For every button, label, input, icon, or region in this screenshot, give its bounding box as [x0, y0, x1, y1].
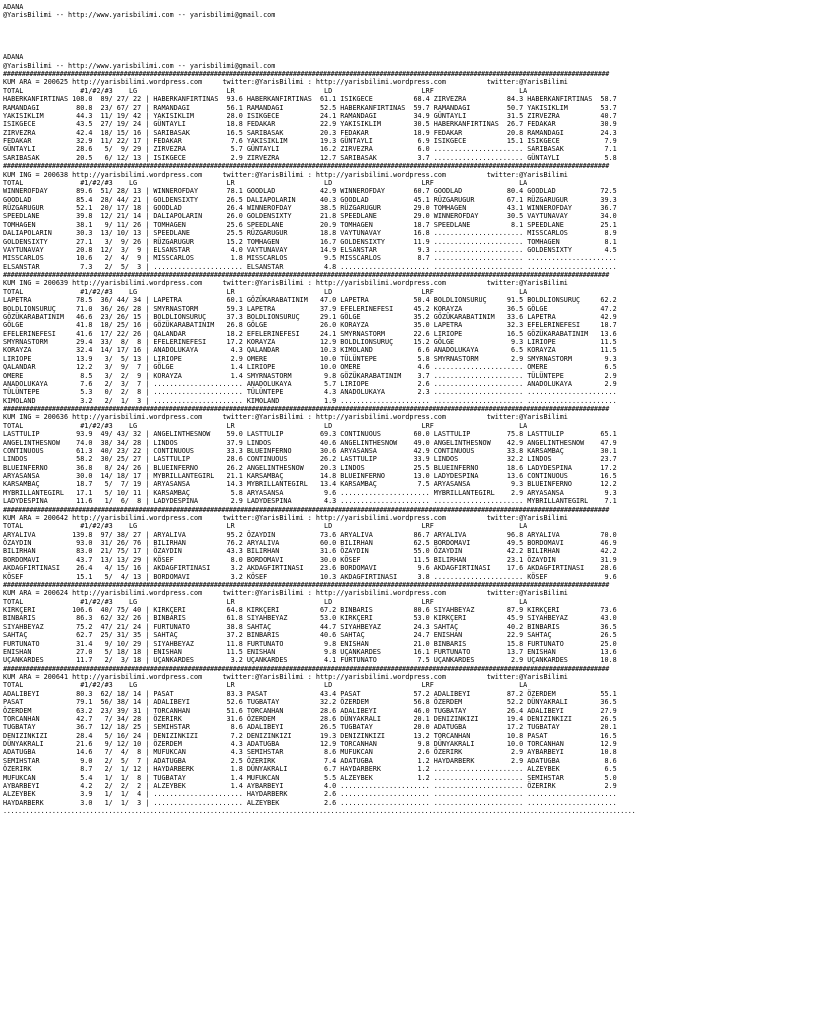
table-row: SEMIHSTAR 9.0 2/ 5/ 7 | ADATUGBA 2.5 ÖZERIRK 7.4 ADATUGBA 1.2 HAYDARBERK 2.9 ADATUGBA 8.6: [3, 756, 617, 765]
separator-line: #################################################################################################################################################################: [3, 405, 609, 413]
table-row: TÜLÜNTEPE 5.3 0/ 2/ 8 | ...................... TÜLÜNTEPE 4.3 ANADOLUKAYA 2.3 ...................... ......................: [3, 388, 617, 397]
table-row: HAYDARBERK 3.0 1/ 1/ 3 | ...................... ALZEYBEK 2.6 ...................... ...................... ......................: [3, 798, 617, 807]
table-row: HABERKANFIRTINAS 108.0 89/ 27/ 22 | HABERKANFIRTINAS 93.6 HABERKANFIRTINAS 61.1 ISIKGECE 68.4 ZIRVEZRA 84.3 HABERKANFIRTINAS 58.7: [3, 95, 617, 104]
separator-line: #################################################################################################################################################################: [3, 664, 609, 673]
table-row: ADATUGBA 14.6 7/ 4/ 8 | MUFUKCAN 4.3 SEMIHSTAR 8.6 MUFUKCAN 2.6 ÖZERIRK 2.9 AYBARBEYI 10.8: [3, 748, 617, 757]
section-title: KUM ARA = 200625 http://yarisbilimi.wordpress.com twitter:@YarisBilimi : http://yarisbilimi.wordpress.com twitter:@YarisBilimi: [3, 78, 568, 87]
table-row: DALIAPOLARIN 30.3 13/ 10/ 13 | SPEEDLANE 25.5 RÜZGARUGUR 18.8 VAYTUNAVAY 16.8 ...................... MISSCARLOS 8.9: [3, 229, 617, 238]
table-row: KIMOLAND 3.2 2/ 1/ 3 | ...................... KIMOLAND 1.9 ...................... ...................... ......................: [3, 396, 617, 405]
header-line: ADANA: [3, 3, 24, 11]
table-row: ALZEYBEK 3.9 1/ 1/ 4 | ...................... HAYDARBERK 2.6 ...................... ...................... ......................: [3, 790, 617, 799]
separator-line: #################################################################################################################################################################: [3, 271, 609, 279]
table-row: LADYDESPINA 11.6 1/ 6/ 8 | LADYDESPINA 2.9 LADYDESPINA 4.3 ...................... ...................... MYBRILLANTEGIRL 7.1: [3, 497, 617, 506]
header-line: ADANA: [3, 53, 24, 62]
table-row: MYBRILLANTEGIRL 17.1 5/ 10/ 11 | KARSAMBAÇ 5.8 ARYASANSA 9.6 ...................... MYBRILLANTEGIRL 2.9 ARYASANSA 9.3: [3, 488, 617, 497]
table-row: VAYTUNAVAY 20.8 12/ 3/ 9 | ELSANSTAR 4.0 VAYTUNAVAY 14.9 ELSANSTAR 9.3 ...................... GOLDENSIXTY 4.5: [3, 245, 617, 254]
table-row: LASTTULIP 93.9 49/ 43/ 32 | ANGELINTHESNOW 59.0 LASTTULIP 69.3 CONTINUOUS 60.0 LASTTULIP 75.8 LASTTULIP 65.1: [3, 430, 617, 439]
table-row: MUFUKCAN 5.4 1/ 1/ 8 | TUGBATAY 1.4 MUFUKCAN 5.5 ALZEYBEK 1.2 ...................... SEMIHSTAR 5.0: [3, 773, 617, 782]
table-row: GOLDENSIXTY 27.1 3/ 9/ 26 | RÜZGARUGUR 15.2 TOMHAGEN 16.7 GOLDENSIXTY 11.9 ...................... TOMHAGEN 8.1: [3, 237, 617, 246]
table-row: TORCANHAN 42.7 7/ 34/ 28 | ÖZERIRK 31.6 ÖZERDEM 28.6 DÜNYAKRALI 20.1 DENIZINKIZI 19.4 DENIZINKIZI 26.5: [3, 714, 617, 723]
section-title: KUM ARA = 200641 http://yarisbilimi.wordpress.com twitter:@YarisBilimi : http://yarisbilimi.wordpress.com twitter:@YarisBilimi: [3, 673, 568, 681]
table-row: TUGBATAY 36.7 12/ 18/ 25 | SEMIHSTAR 8.6 ADALIBEYI 26.5 TUGBATAY 20.0 ADATUGBA 17.2 TUGBATAY 20.1: [3, 723, 617, 732]
blank-line: [3, 28, 816, 36]
table-row: ARYASANSA 30.0 14/ 18/ 17 | MYBRILLANTEGIRL 21.1 KARSAMBAÇ 14.8 BLUEINFERNO 13.0 LADYDESPINA 13.6 CONTINUOUS 16.5: [3, 472, 617, 480]
table-row: GOODLAD 85.4 28/ 44/ 21 | GOLDENSIXTY 26.5 DALIAPOLARIN 40.3 GOODLAD 45.1 RÜZGARUGUR 67.1 RÜZGARUGUR 39.3: [3, 195, 617, 204]
table-row: ELSANSTAR 7.3 2/ 5/ 3 | ...................... ELSANSTAR 4.8 ...................... ...................... ......................: [3, 262, 617, 271]
table-row: SARIBASAK 20.5 6/ 12/ 13 | ISIKGECE 2.9 ZIRVEZRA 12.7 SARIBASAK 3.7 ...................... GÜNTAYLI 5.8: [3, 153, 617, 162]
table-row: BLUEINFERNO 36.8 8/ 24/ 26 | BLUEINFERNO 26.2 ANGELINTHESNOW 20.3 LINDOS 25.5 BLUEINFERNO 18.6 LADYDESPINA 17.2: [3, 463, 617, 472]
section-title: KUM ARA = 200624 http://yarisbilimi.wordpress.com twitter:@YarisBilimi : http://yarisbilimi.wordpress.com twitter:@YarisBilimi: [3, 589, 568, 598]
table-row: SPEEDLANE 39.8 12/ 21/ 14 | DALIAPOLARIN 26.0 GOLDENSIXTY 21.8 SPEEDLANE 29.0 WINNEROFDAY 30.5 VAYTUNAVAY 34.0: [3, 212, 617, 221]
table-row: FEDAKAR 32.9 11/ 22/ 17 | FEDAKAR 7.6 YAKISIKLIM 19.3 GÜNTAYLI 6.9 ISIKGECE 15.1 ISIKGECE 7.9: [3, 137, 617, 145]
table-row: ÖZERIRK 8.7 2/ 1/ 12 | HAYDARBERK 1.8 DÜNYAKRALI 6.7 HAYDARBERK 1.2 ...................... ALZEYBEK 6.5: [3, 765, 617, 774]
separator-line: #################################################################################################################################################################: [3, 70, 609, 78]
table-row: QALANDAR 12.2 3/ 9/ 7 | GÖLGE 1.4 LIRIOPE 10.0 OMERE 4.6 ...................... OMERE 6.5: [3, 363, 617, 372]
table-row: BILIRHAN 83.0 21/ 75/ 17 | ÖZAYDIN 43.3 BILIRHAN 31.6 ÖZAYDIN 55.0 ÖZAYDIN 42.2 BILIRHAN 42.2: [3, 547, 617, 556]
table-row: PASAT 79.1 56/ 38/ 14 | ADALIBEYI 52.6 TUGBATAY 32.2 ÖZERDEM 56.8 ÖZERDEM 52.2 DÜNYAKRALI 36.5: [3, 698, 617, 707]
separator-line: #################################################################################################################################################################: [3, 162, 609, 171]
separator-line: #################################################################################################################################################################: [3, 580, 609, 589]
table-row: ÖZERDEM 63.2 23/ 39/ 31 | TORCANHAN 51.6 TORCANHAN 28.6 ADALIBEYI 46.0 TUGBATAY 26.4 ADALIBEYI 27.9: [3, 706, 617, 715]
column-header-row: TOTAL #1/#2/#3 LG LR LD LRF LA: [3, 522, 528, 531]
table-row: ADALIBEYI 80.3 62/ 18/ 14 | PASAT 83.3 PASAT 43.4 PASAT 57.2 ADALIBEYI 87.2 ÖZERDEM 55.1: [3, 689, 617, 698]
table-row: SMYRNASTORM 29.4 33/ 8/ 8 | EFELERINEFESI 17.2 KORAYZA 12.9 BOLDLIONSURUÇ 15.2 GÖLGE 9.3 LIRIOPE 11.5: [3, 338, 617, 346]
table-row: GÖZÜKARABATINIM 46.6 23/ 26/ 15 | BOLDLIONSURUÇ 37.3 BOLDLIONSURUÇ 29.1 GÖLGE 35.2 GÖZÜKARABATINIM 33.6 LAPETRA 42.9: [3, 312, 617, 321]
table-row: WINNEROFDAY 89.6 51/ 28/ 13 | WINNEROFDAY 78.1 GOODLAD 42.9 WINNEROFDAY 60.7 GOODLAD 80.4 GOODLAD 72.5: [3, 187, 617, 196]
table-row: OMERE 8.5 3/ 2/ 9 | KORAYZA 1.4 SMYRNASTORM 9.8 GÖZÜKARABATINIM 3.7 ...................... TÜLÜNTEPE 2.9: [3, 371, 617, 380]
column-header-row: TOTAL #1/#2/#3 LG LR LD LRF LA: [3, 178, 528, 187]
column-header-row: TOTAL #1/#2/#3 LG LR LD LRF LA: [3, 287, 528, 296]
table-row: YAKISIKLIM 44.3 11/ 19/ 42 | YAKISIKLIM 28.0 ISIKGECE 24.1 RAMANDAGI 34.9 GÜNTAYLI 31.5 ZIRVEZRA 40.7: [3, 111, 617, 120]
table-row: SAHTAÇ 62.7 25/ 31/ 35 | SAHTAÇ 37.2 BINBARIS 40.6 SAHTAÇ 24.7 ENISHAN 22.9 SAHTAÇ 26.5: [3, 631, 617, 640]
table-row: BORDOMAVI 43.7 13/ 13/ 29 | KÖSEF 8.0 BORDOMAVI 30.0 KÖSEF 11.5 BILIRHAN 23.1 ÖZAYDIN 31.9: [3, 555, 617, 564]
table-row: TOMHAGEN 38.1 9/ 11/ 26 | TOMHAGEN 25.6 SPEEDLANE 20.9 TOMHAGEN 18.7 SPEEDLANE 8.1 SPEEDLANE 25.1: [3, 220, 617, 229]
table-row: DÜNYAKRALI 21.6 9/ 12/ 10 | ÖZERDEM 4.3 ADATUGBA 12.9 TORCANHAN 9.8 DÜNYAKRALI 10.0 TORCANHAN 12.9: [3, 740, 617, 748]
table-row: KIRKÇERI 106.6 40/ 75/ 40 | KIRKÇERI 64.8 KIRKÇERI 67.2 BINBARIS 80.6 SIYAHBEYAZ 87.9 KIRKÇERI 73.6: [3, 606, 617, 614]
table-row: GÖLGE 41.8 18/ 25/ 16 | GÖZÜKARABATINIM 26.8 GÖLGE 26.0 KORAYZA 35.0 LAPETRA 32.3 EFELERINEFESI 18.7: [3, 321, 617, 330]
section-title: KUM ARA = 200642 http://yarisbilimi.wordpress.com twitter:@YarisBilimi : http://yarisbilimi.wordpress.com twitter:@YarisBilimi: [3, 513, 568, 522]
table-row: SIYAHBEYAZ 75.2 47/ 21/ 24 | FURTUNATO 38.8 SAHTAÇ 44.7 SIYAHBEYAZ 24.3 SAHTAÇ 40.2 BINBARIS 36.5: [3, 622, 617, 631]
blank-line: [3, 20, 816, 28]
table-row: ZIRVEZRA 42.4 18/ 15/ 16 | SARIBASAK 16.5 SARIBASAK 20.3 FEDAKAR 18.9 FEDAKAR 20.8 RAMANDAGI 24.3: [3, 128, 617, 137]
table-row: ANADOLUKAYA 7.6 2/ 3/ 7 | ...................... ANADOLUKAYA 5.7 LIRIOPE 2.6 ...................... ANADOLUKAYA 2.9: [3, 379, 617, 388]
table-row: BOLDLIONSURUÇ 71.0 36/ 26/ 28 | SMYRNASTORM 59.3 LAPETRA 37.9 EFELERINEFESI 45.2 KORAYZA 36.5 GÖLGE 47.2: [3, 304, 617, 313]
table-row: LINDOS 58.2 30/ 25/ 27 | LASTTULIP 28.6 CONTINUOUS 26.2 LASTTULIP 33.9 LINDOS 32.2 LINDOS 23.7: [3, 455, 617, 464]
table-row: CONTINUOUS 61.3 40/ 23/ 22 | CONTINUOUS 33.3 BLUEINFERNO 30.6 ARYASANSA 42.9 CONTINUOUS 33.8 KARSAMBAÇ 30.1: [3, 446, 617, 455]
blank-line: [3, 37, 816, 45]
blank-line: [3, 45, 816, 53]
table-row: ANGELINTHESNOW 74.0 38/ 34/ 28 | LINDOS 37.9 LINDOS 40.6 ANGELINTHESNOW 49.0 ANGELINTHESNOW 42.9 ANGELINTHESNOW 47.9: [3, 438, 617, 447]
separator-line: #################################################################################################################################################################: [3, 505, 609, 514]
column-header-row: TOTAL #1/#2/#3 LG LR LD LRF LA: [3, 86, 528, 95]
table-row: ISIKGECE 43.5 27/ 19/ 24 | GÜNTAYLI 18.8 FEDAKAR 22.9 YAKISIKLIM 30.5 HABERKANFIRTINAS 26.7 FEDAKAR 30.9: [3, 120, 617, 129]
table-row: GÜNTAYLI 28.6 5/ 9/ 29 | ZIRVEZRA 5.7 GÜNTAYLI 16.2 ZIRVEZRA 6.0 ...................... SARIBASAK 7.1: [3, 145, 617, 154]
column-header-row: TOTAL #1/#2/#3 LG LR LD LRF LA: [3, 421, 528, 430]
table-row: ÖZAYDIN 93.0 31/ 26/ 76 | BILIRHAN 76.2 ARYALIVA 60.0 BILIRHAN 62.5 BORDOMAVI 49.5 BORDOMAVI 46.9: [3, 539, 617, 547]
section-title: KUM ING = 200638 http://yarisbilimi.wordpress.com twitter:@YarisBilimi : http://yarisbilimi.wordpress.com twitter:@YarisBilimi: [3, 170, 568, 179]
table-row: KORAYZA 32.4 14/ 17/ 16 | ANADOLUKAYA 4.3 QALANDAR 10.3 KIMOLAND 6.6 ANADOLUKAYA 6.5 KORAYZA 11.5: [3, 346, 617, 355]
section-title: KUM ING = 200639 http://yarisbilimi.wordpress.com twitter:@YarisBilimi : http://yarisbilimi.wordpress.com twitter:@YarisBilimi: [3, 279, 568, 288]
table-row: ARYALIVA 139.8 97/ 38/ 27 | ARYALIVA 95.2 ÖZAYDIN 73.6 ARYALIVA 86.7 ARYALIVA 96.8 ARYALIVA 70.0: [3, 530, 617, 539]
header-line: @YarisBilimi -- http://www.yarisbilimi.com -- yarisbilimi@gmail.com: [3, 61, 276, 70]
table-row: ENISHAN 27.0 5/ 18/ 18 | ENISHAN 11.5 ENISHAN 9.8 UÇANKARDES 16.1 FURTUNATO 13.7 ENISHAN 13.6: [3, 647, 617, 656]
table-row: KARSAMBAÇ 18.7 5/ 7/ 19 | ARYASANSA 14.3 MYBRILLANTEGIRL 13.4 KARSAMBAÇ 7.5 ARYASANSA 9.3 BLUEINFERNO 12.2: [3, 480, 617, 489]
table-row: BINBARIS 86.3 62/ 32/ 26 | BINBARIS 61.8 SIYAHBEYAZ 53.0 KIRKÇERI 53.0 KIRKÇERI 45.9 SIYAHBEYAZ 43.0: [3, 614, 617, 623]
section-title: KUM ING = 200636 http://yarisbilimi.wordpress.com twitter:@YarisBilimi : http://yarisbilimi.wordpress.com twitter:@YarisBilimi: [3, 413, 568, 422]
table-row: AYBARBEYI 4.2 2/ 2/ 2 | ALZEYBEK 1.4 AYBARBEYI 4.0 ...................... ...................... ÖZERIRK 2.9: [3, 781, 617, 790]
column-header-row: TOTAL #1/#2/#3 LG LR LD LRF LA: [3, 681, 528, 690]
column-header-row: TOTAL #1/#2/#3 LG LR LD LRF LA: [3, 597, 528, 606]
table-row: LAPETRA 78.5 36/ 44/ 34 | LAPETRA 60.1 GÖZÜKARABATINIM 47.0 LAPETRA 50.4 BOLDLIONSURUÇ 91.5 BOLDLIONSURUÇ 62.2: [3, 296, 617, 305]
dots-line: ........................................................................................................................................................................: [3, 807, 636, 815]
table-row: MISSCARLOS 10.6 2/ 4/ 9 | MISSCARLOS 1.8 MISSCARLOS 9.5 MISSCARLOS 8.7 ...................... ......................: [3, 254, 617, 263]
table-row: AKDAGFIRTINASI 26.4 4/ 15/ 16 | AKDAGFIRTINASI 3.2 AKDAGFIRTINASI 23.6 BORDOMAVI 9.6 AKDAGFIRTINASI 17.6 AKDAGFIRTINASI 28.6: [3, 564, 617, 573]
table-row: DENIZINKIZI 28.4 5/ 16/ 24 | DENIZINKIZI 7.2 DENIZINKIZI 19.3 DENIZINKIZI 13.2 TORCANHAN 10.8 PASAT 16.5: [3, 731, 617, 740]
table-row: UÇANKARDES 11.7 2/ 3/ 18 | UÇANKARDES 3.2 UÇANKARDES 4.1 FURTUNATO 7.5 UÇANKARDES 2.9 UÇANKARDES 10.8: [3, 656, 617, 665]
table-row: KÖSEF 15.1 5/ 4/ 13 | BORDOMAVI 3.2 KÖSEF 10.3 AKDAGFIRTINASI 3.8 ...................... KÖSEF 9.6: [3, 572, 617, 581]
header-line: @YarisBilimi -- http://www.yarisbilimi.com -- yarisbilimi@gmail.com: [3, 11, 276, 20]
table-row: RAMANDAGI 80.8 23/ 67/ 27 | RAMANDAGI 56.1 RAMANDAGI 52.5 HABERKANFIRTINAS 59.7 RAMANDAGI 50.7 YAKISIKLIM 53.7: [3, 103, 617, 112]
table-row: LIRIOPE 13.9 3/ 5/ 13 | LIRIOPE 2.9 OMERE 10.0 TÜLÜNTEPE 5.8 SMYRNASTORM 2.9 SMYRNASTORM 9.3: [3, 354, 617, 363]
table-row: RÜZGARUGUR 52.1 20/ 17/ 18 | GOODLAD 26.4 WINNEROFDAY 38.5 RÜZGARUGUR 29.0 TOMHAGEN 43.1 WINNEROFDAY 36.7: [3, 204, 617, 212]
table-row: FURTUNATO 31.4 9/ 10/ 29 | SIYAHBEYAZ 11.8 FURTUNATO 9.8 ENISHAN 21.0 BINBARIS 15.8 FURTUNATO 25.0: [3, 639, 617, 648]
table-row: EFELERINEFESI 41.6 17/ 22/ 26 | QALANDAR 18.2 EFELERINEFESI 24.1 SMYRNASTORM 22.6 LIRIOPE 16.5 GÖZÜKARABATINIM 13.6: [3, 329, 617, 338]
